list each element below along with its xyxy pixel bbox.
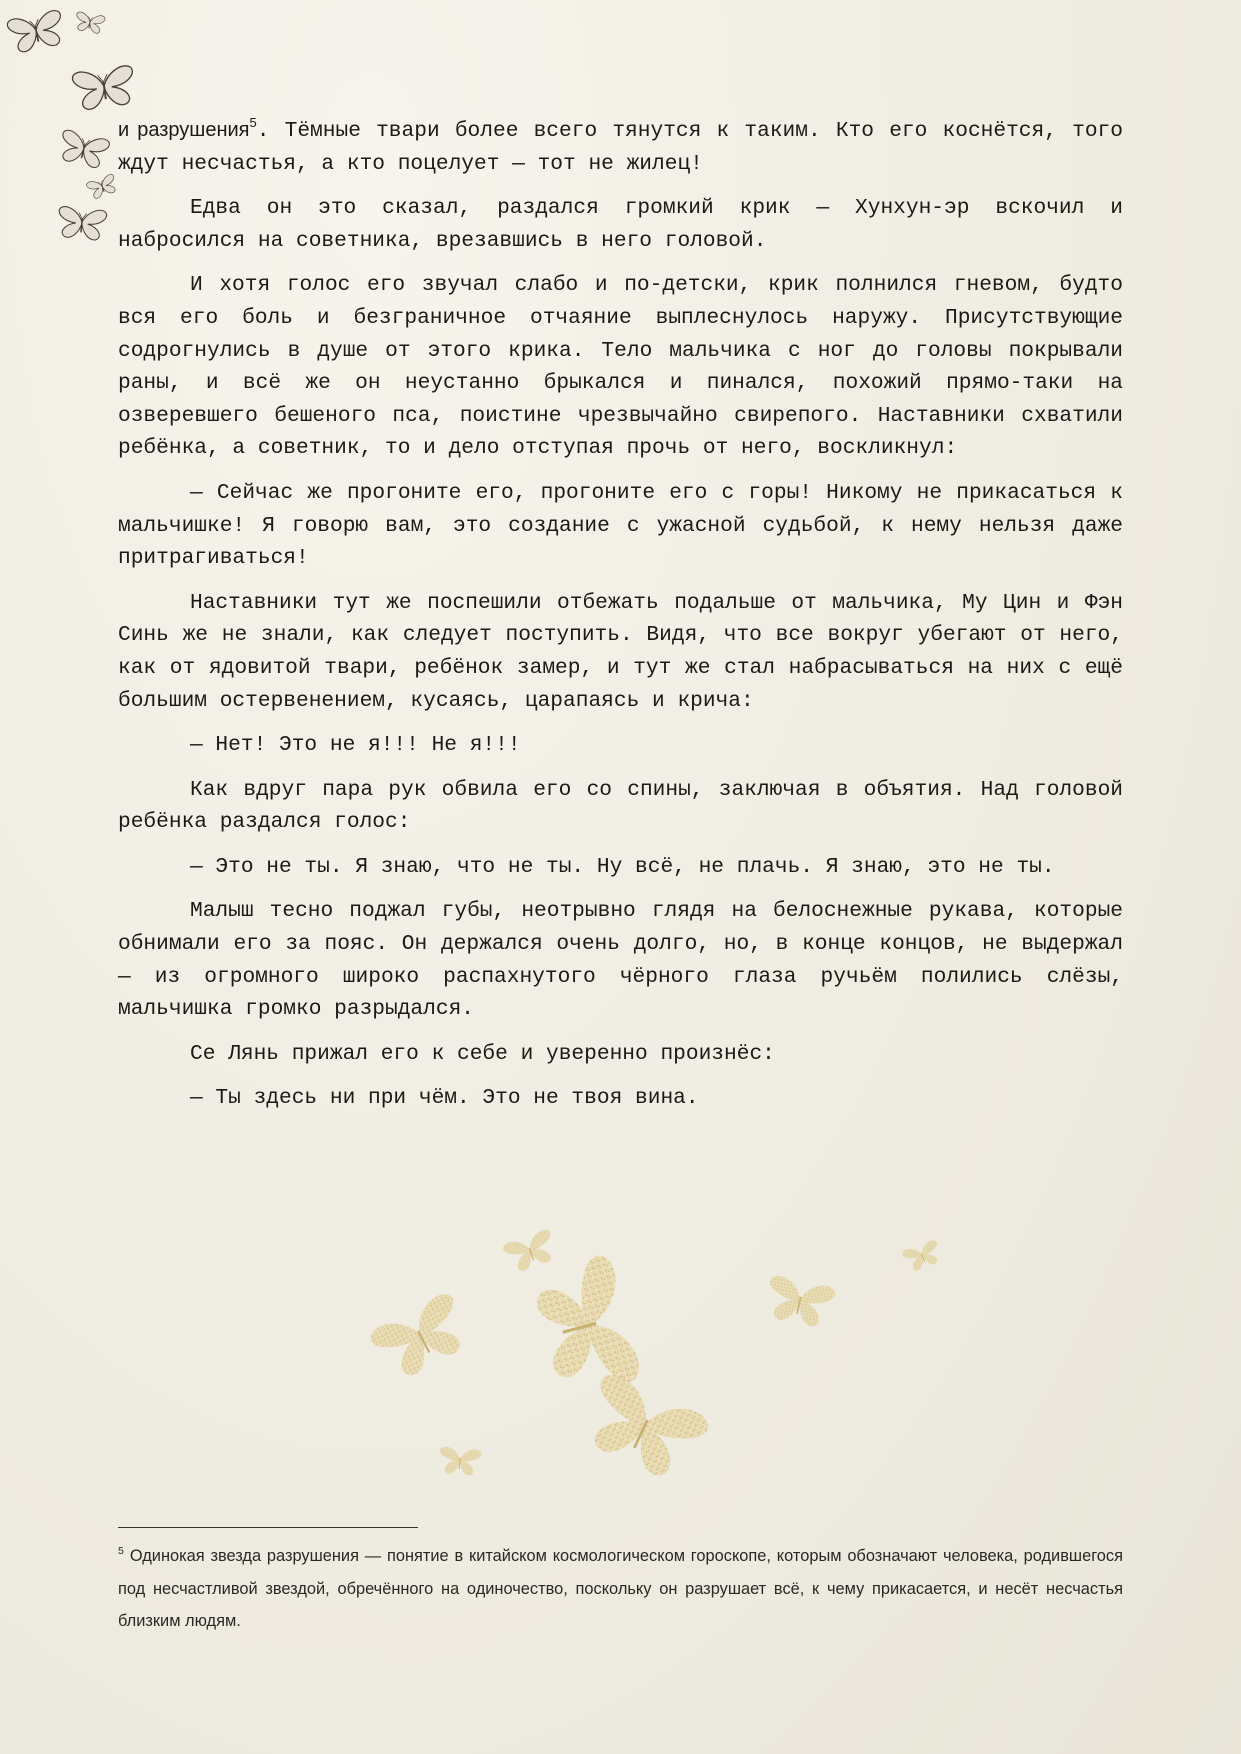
gold-butterfly-icon [762, 1274, 836, 1330]
paragraph-1 [118, 114, 1123, 180]
gold-butterfly-illustration [340, 1220, 960, 1520]
gold-butterfly-icon [529, 1252, 643, 1399]
paragraph-10: Се Лянь прижал его к себе и уверенно произнёс: [190, 1041, 775, 1066]
body-text [118, 114, 1123, 1127]
gold-butterfly-icon [367, 1290, 476, 1385]
paragraph-11: — Ты здесь ни при чём. Это не твоя вина. [190, 1086, 699, 1111]
butterfly-icon [57, 206, 108, 241]
butterfly-icon [72, 65, 137, 111]
footnote-number: 5 [118, 1545, 124, 1557]
paragraph-7: Как вдруг пара рук обвила его со спины, заключая в объятия. Над головой ребёнка раздался голос: [118, 777, 1123, 835]
paragraph-8: — Это не ты. Я знаю, что не ты. Ну всё, не плачь. Я знаю, это не ты. [190, 854, 1055, 879]
paragraph-5: Наставники тут же поспешили отбежать подальше от мальчика, Му Цин и Фэн Синь же не знали, как следует поступить. Видя, что все вокруг убегают от него, как от ядовитой твари, ребёнок замер, и тут же стал набрасываться на них с ещё большим остервенением, кусаясь, царапаясь и крича: [118, 590, 1123, 713]
footnote-separator [118, 1527, 418, 1528]
butterfly-icon [57, 129, 111, 170]
butterfly-icon [74, 12, 105, 35]
paragraph-4: — Сейчас же прогоните его, прогоните его с горы! Никому не прикасаться к мальчишке! Я говорю вам, это создание с ужасной судьбой, к нему нельзя даже притрагиваться! [118, 480, 1123, 571]
paragraph-1-rest: . Тёмные твари более всего тянутся к таким. Кто его коснётся, того ждут несчастья, а кто поцелует — тот не жилец! [118, 119, 1123, 176]
footnote [118, 1540, 1123, 1638]
gold-butterfly-icon [901, 1239, 944, 1274]
paragraph-3: И хотя голос его звучал слабо и по-детски, крик полнился гневом, будто вся его боль и безграничное отчаяние выплеснулось наружу. Присутствующие содрогнулись в душе от этого крика. Тело мальчика с ног до головы покрывали раны, и всё же он неустанно брыкался и пинался, похожий прямо-таки на озверевшего бешеного пса, поистине чрезвычайно свирепого. Наставники схватили ребёнка, а советник, то и дело отступая прочь от него, воскликнул: [118, 273, 1123, 461]
gold-butterfly-icon [502, 1228, 560, 1275]
paragraph-6: — Нет! Это не я!!! Не я!!! [190, 733, 521, 758]
paragraph-9: Малыш тесно поджал губы, неотрывно глядя на белоснежные рукава, которые обнимали его за пояс. Он держался очень долго, но, в конце концов, не выдержал — из огромного широко распахнутого чёрного глаза ручьём полились слёзы, мальчишка громко разрыдался. [118, 899, 1123, 1022]
gold-butterfly-icon [575, 1370, 713, 1487]
footnote-reference[interactable]: 5 [249, 115, 257, 130]
butterfly-icon [6, 9, 66, 54]
butterfly-icon [86, 173, 119, 200]
footnote-text: Одинокая звезда разрушения — понятие в китайском космологическом гороскопе, которым обозначают человека, родившегося под несчастливой звездой, обречённого на одиночество, поскольку он разрушает всё, к чему прикасается, и несёт несчастья близким людям. [118, 1547, 1123, 1630]
paragraph-2: Едва он это сказал, раздался громкий крик — Хунхун-эр вскочил и набросился на советника, врезавшись в него головой. [118, 196, 1123, 253]
gold-butterfly-icon [438, 1446, 482, 1476]
paragraph-1-start: и разрушения [118, 119, 250, 141]
